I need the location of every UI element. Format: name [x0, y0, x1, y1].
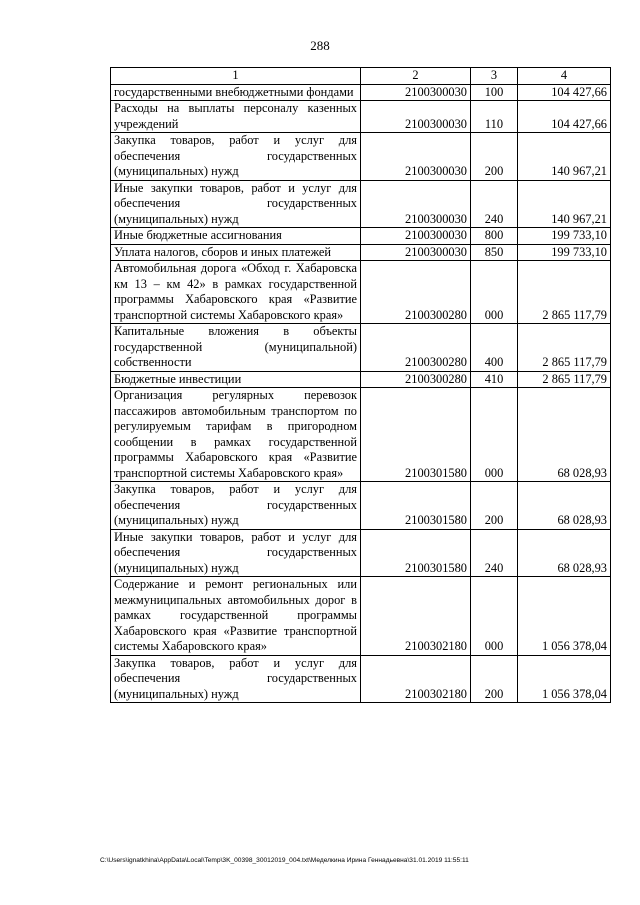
- header-cell-1: 1: [111, 68, 361, 85]
- header-row: [111, 68, 611, 85]
- row-name-cell: Организация регулярных перевозок пассажиров автомобильным транспортом по регулируемым тарифам в пригородном сообщении в рамках государственной программы Хабаровского края «Развитие транспортной системы Хабаровского края»: [111, 388, 361, 482]
- row-code-cell: 2100300030: [361, 244, 471, 261]
- row-name-cell: Автомобильная дорога «Обход г. Хабаровска км 13 – км 42» в рамках государственной программы Хабаровского края «Развитие транспортной системы Хабаровского края»: [111, 261, 361, 324]
- row-name-cell: Закупка товаров, работ и услуг для обеспечения государственных (муниципальных) нужд: [111, 482, 361, 530]
- header-cell-2: 2: [361, 68, 471, 85]
- row-kind-cell: 110: [471, 101, 518, 133]
- row-code-cell: 2100302180: [361, 655, 471, 703]
- row-code-cell: 2100301580: [361, 388, 471, 482]
- table-row: [111, 371, 611, 388]
- row-kind-cell: 200: [471, 655, 518, 703]
- row-code-cell: 2100300280: [361, 261, 471, 324]
- row-name-cell: Содержание и ремонт региональных или межмуниципальных автомобильных дорог в рамках государственной программы Хабаровского края «Развитие транспортной системы Хабаровского края»: [111, 577, 361, 656]
- row-code-cell: 2100300030: [361, 133, 471, 181]
- row-kind-cell: 000: [471, 261, 518, 324]
- row-name-cell: Закупка товаров, работ и услуг для обеспечения государственных (муниципальных) нужд: [111, 655, 361, 703]
- row-kind-cell: 200: [471, 133, 518, 181]
- header-cell-4: 4: [518, 68, 611, 85]
- row-code-cell: 2100302180: [361, 577, 471, 656]
- table-row: [111, 180, 611, 228]
- row-kind-cell: 240: [471, 180, 518, 228]
- row-kind-cell: 400: [471, 324, 518, 372]
- table-row: [111, 324, 611, 372]
- row-kind-cell: 000: [471, 388, 518, 482]
- row-kind-cell: 800: [471, 228, 518, 245]
- row-amount-cell: 2 865 117,79: [518, 371, 611, 388]
- row-name-cell: Иные закупки товаров, работ и услуг для обеспечения государственных (муниципальных) нужд: [111, 180, 361, 228]
- row-kind-cell: 240: [471, 529, 518, 577]
- row-name-cell: Иные закупки товаров, работ и услуг для обеспечения государственных (муниципальных) нужд: [111, 529, 361, 577]
- table-row: [111, 261, 611, 324]
- row-amount-cell: 199 733,10: [518, 244, 611, 261]
- row-kind-cell: 200: [471, 482, 518, 530]
- row-code-cell: 2100300030: [361, 228, 471, 245]
- row-amount-cell: 104 427,66: [518, 84, 611, 101]
- table-row: [111, 228, 611, 245]
- table-row: [111, 388, 611, 482]
- table-row: [111, 529, 611, 577]
- page-number: 288: [310, 38, 330, 53]
- row-name-cell: Капитальные вложения в объекты государственной (муниципальной) собственности: [111, 324, 361, 372]
- row-kind-cell: 410: [471, 371, 518, 388]
- row-amount-cell: 140 967,21: [518, 180, 611, 228]
- table-row: [111, 482, 611, 530]
- row-code-cell: 2100300280: [361, 324, 471, 372]
- row-code-cell: 2100300030: [361, 101, 471, 133]
- row-name-cell: Иные бюджетные ассигнования: [111, 228, 361, 245]
- row-code-cell: 2100301580: [361, 482, 471, 530]
- table-row: [111, 655, 611, 703]
- row-code-cell: 2100300030: [361, 180, 471, 228]
- table-row: [111, 84, 611, 101]
- row-amount-cell: 104 427,66: [518, 101, 611, 133]
- row-code-cell: 2100300030: [361, 84, 471, 101]
- row-amount-cell: 68 028,93: [518, 529, 611, 577]
- row-amount-cell: 68 028,93: [518, 482, 611, 530]
- row-kind-cell: 100: [471, 84, 518, 101]
- row-kind-cell: 850: [471, 244, 518, 261]
- row-amount-cell: 68 028,93: [518, 388, 611, 482]
- row-code-cell: 2100300280: [361, 371, 471, 388]
- row-amount-cell: 140 967,21: [518, 133, 611, 181]
- row-name-cell: государственными внебюджетными фондами: [111, 84, 361, 101]
- row-name-cell: Бюджетные инвестиции: [111, 371, 361, 388]
- row-kind-cell: 000: [471, 577, 518, 656]
- row-amount-cell: 199 733,10: [518, 228, 611, 245]
- row-amount-cell: 2 865 117,79: [518, 324, 611, 372]
- row-code-cell: 2100301580: [361, 529, 471, 577]
- row-amount-cell: 1 056 378,04: [518, 655, 611, 703]
- row-amount-cell: 2 865 117,79: [518, 261, 611, 324]
- table-row: [111, 101, 611, 133]
- row-name-cell: Уплата налогов, сборов и иных платежей: [111, 244, 361, 261]
- budget-table: [110, 67, 611, 703]
- footer-file-path: C:\Users\ignatkhina\AppData\Local\Temp\3K_00398_30012019_004.txt\Меделкина Ирина Геннадьевна\31.01.2019 11:55:11: [100, 857, 469, 864]
- table-row: [111, 577, 611, 656]
- table-row: [111, 244, 611, 261]
- table-row: [111, 133, 611, 181]
- header-cell-3: 3: [471, 68, 518, 85]
- row-name-cell: Закупка товаров, работ и услуг для обеспечения государственных (муниципальных) нужд: [111, 133, 361, 181]
- row-name-cell: Расходы на выплаты персоналу казенных учреждений: [111, 101, 361, 133]
- row-amount-cell: 1 056 378,04: [518, 577, 611, 656]
